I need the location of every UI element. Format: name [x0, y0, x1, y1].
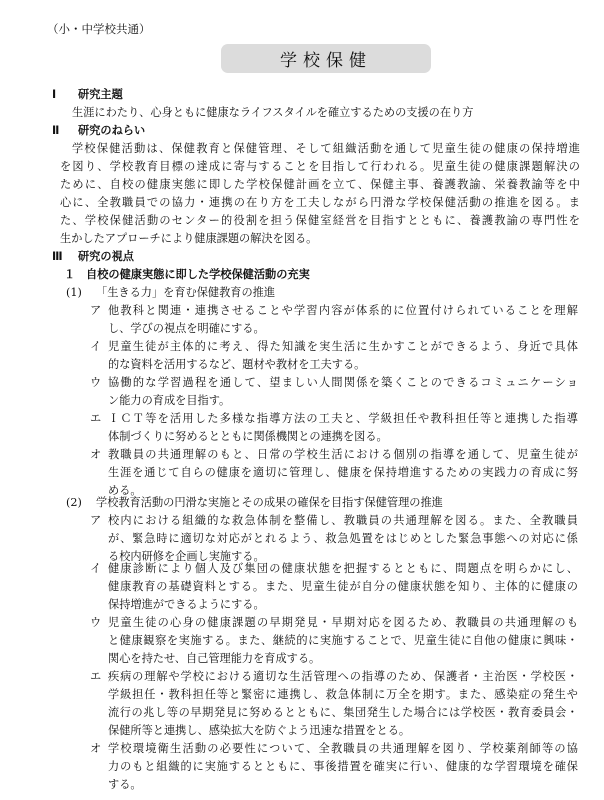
item-line: 生涯を通じて自らの健康を適切に管理し、健康を保持増進するための実践力の育成に努 — [108, 466, 578, 479]
section-1-number: Ⅰ — [52, 88, 57, 101]
item-line: 学級担任・教科担任等と緊密に連携し、救急体制に万全を期す。また、感染症の発生や — [108, 688, 578, 701]
item-line: 健康教育の基礎資料とする。また、児童生徒が自分の健康状態を知り、主体的に健康の — [108, 580, 578, 593]
point-1-number: (1) — [66, 286, 82, 299]
section-2-heading — [52, 122, 145, 140]
item-label: ア — [90, 514, 102, 527]
item-label: エ — [90, 412, 102, 425]
page-title: 学校保健 — [221, 44, 431, 73]
point-2-title: 学校教育活動の円滑な実施とその成果の確保を目指す保健管理の推進 — [96, 496, 443, 509]
item-label: ウ — [90, 616, 102, 629]
item-label: イ — [90, 562, 102, 575]
item-line: と健康観察を実施する。また、継続的に実施することで、児童生徒に自他の健康に興味・ — [108, 634, 578, 647]
section-2-title: 研究のねらい — [78, 124, 146, 137]
subsection-1-heading — [64, 266, 310, 284]
paragraph-line: ために、自校の健康実態に即した学校保健計画を立て、保健主事、養護教諭、栄養教諭等を中 — [60, 178, 580, 191]
point-2-number: (2) — [66, 496, 82, 509]
paragraph-line: 生かしたアプローチにより健康課題の解決を図る。 — [60, 232, 318, 245]
item-line: 教職員の共通理解のもと、日常の学校生活における個別の指導を通して、児童生徒が — [108, 448, 578, 461]
section-2-paragraph — [60, 140, 580, 248]
paragraph-line: 心に、全教職員での協力・連携の在り方を工夫しながら円滑な学校保健活動の推進を図る。ま — [60, 196, 580, 209]
item-line: が、緊急時に適切な対応がとれるよう、救急処置をはじめとした緊急事態への対応に係 — [108, 532, 578, 545]
item-line: 保持増進ができるようにする。 — [108, 598, 265, 611]
item-line: 保健所等と連携し、感染拡大を防ぐよう迅速な措置をとる。 — [108, 724, 411, 737]
item-line: 健康診断により個人及び集団の健康状態を把握するとともに、問題点を明らかにし、 — [108, 562, 578, 575]
section-1-heading — [52, 86, 123, 104]
item-line: 関心を持たせ、自己管理能力を育成する。 — [108, 652, 321, 665]
item-line: 疾病の理解や学校における適切な生活管理への指導のため、保護者・主治医・学校医・ — [108, 670, 578, 683]
item-line: 他教科と関連・連携させることや学習内容が体系的に位置付けられていることを理解 — [108, 304, 578, 317]
section-3-title: 研究の視点 — [78, 250, 134, 263]
item-line: る校内研修を企画し実施する。 — [108, 550, 265, 563]
section-3-heading — [52, 248, 134, 266]
school-level-tag: （小・中学校共通） — [47, 22, 151, 36]
section-1-title: 研究主題 — [78, 88, 123, 101]
subsection-1-number: １ — [64, 268, 76, 281]
item-line: める。 — [108, 484, 142, 497]
item-line: 児童生徒の心身の健康課題の早期発見・早期対応を図るため、教職員の共通理解のも — [108, 616, 578, 629]
item-line: 児童生徒が主体的に考え、得た知識を実生活に生かすことができるよう、身近で具体 — [108, 340, 578, 353]
item-line: 流行の兆し等の早期発見に努めるとともに、集団発生した場合には学校医・教育委員会・ — [108, 706, 578, 719]
item-line: する。 — [108, 778, 142, 791]
point-1-title: 「生きる力」を育む保健教育の推進 — [96, 286, 276, 299]
paragraph-line: た、学校保健活動のセンター的役割を担う保健室経営を目指すとともに、養護教諭の専門性を — [60, 214, 580, 227]
item-line: 校内における組織的な救急体制を整備し、教職員の共通理解を図る。また、全教職員 — [108, 514, 578, 527]
item-label: オ — [90, 742, 102, 755]
point-1-heading — [66, 284, 275, 302]
item-label: オ — [90, 448, 102, 461]
item-line: し、学びの視点を明確にする。 — [108, 322, 265, 335]
paragraph-line: 学校保健活動は、保健教育と保健管理、そして組織活動を通して児童生徒の健康の保持増進 — [72, 142, 580, 155]
item-label: ア — [90, 304, 102, 317]
item-label: ウ — [90, 376, 102, 389]
item-line: 学校環境衛生活動の必要性について、全教職員の共通理解を図り、学校薬剤師等の協 — [108, 742, 578, 755]
point-2-heading — [66, 494, 443, 512]
item-line: 体制づくりに努めるとともに関係機関との連携を図る。 — [108, 430, 388, 443]
item-line: ン能力の育成を目指す。 — [108, 394, 231, 407]
subsection-1-title: 自校の健康実態に即した学校保健活動の充実 — [86, 268, 310, 281]
item-line: 協働的な学習過程を通して、望ましい人間関係を築くことのできるコミュニケーショ — [108, 376, 578, 389]
paragraph-line: を図り、学校教育目標の達成に寄与することを目指して行われる。児童生徒の健康課題解決の — [60, 160, 580, 173]
item-line: 的な資料を活用するなど、題材や教材を工夫する。 — [108, 358, 366, 371]
item-line: ＩＣＴ等を活用した多様な指導方法の工夫と、学級担任や教科担任等と連携した指導 — [108, 412, 578, 425]
section-3-number: Ⅲ — [52, 250, 63, 263]
item-label: イ — [90, 340, 102, 353]
item-line: 力のもと組織的に実施するとともに、事後措置を確実に行い、健康的な学習環境を確保 — [108, 760, 578, 773]
section-2-number: Ⅱ — [52, 124, 60, 137]
section-1-text: 生涯にわたり、心身ともに健康なライフスタイルを確立するための支援の在り方 — [72, 106, 474, 119]
item-label: エ — [90, 670, 102, 683]
